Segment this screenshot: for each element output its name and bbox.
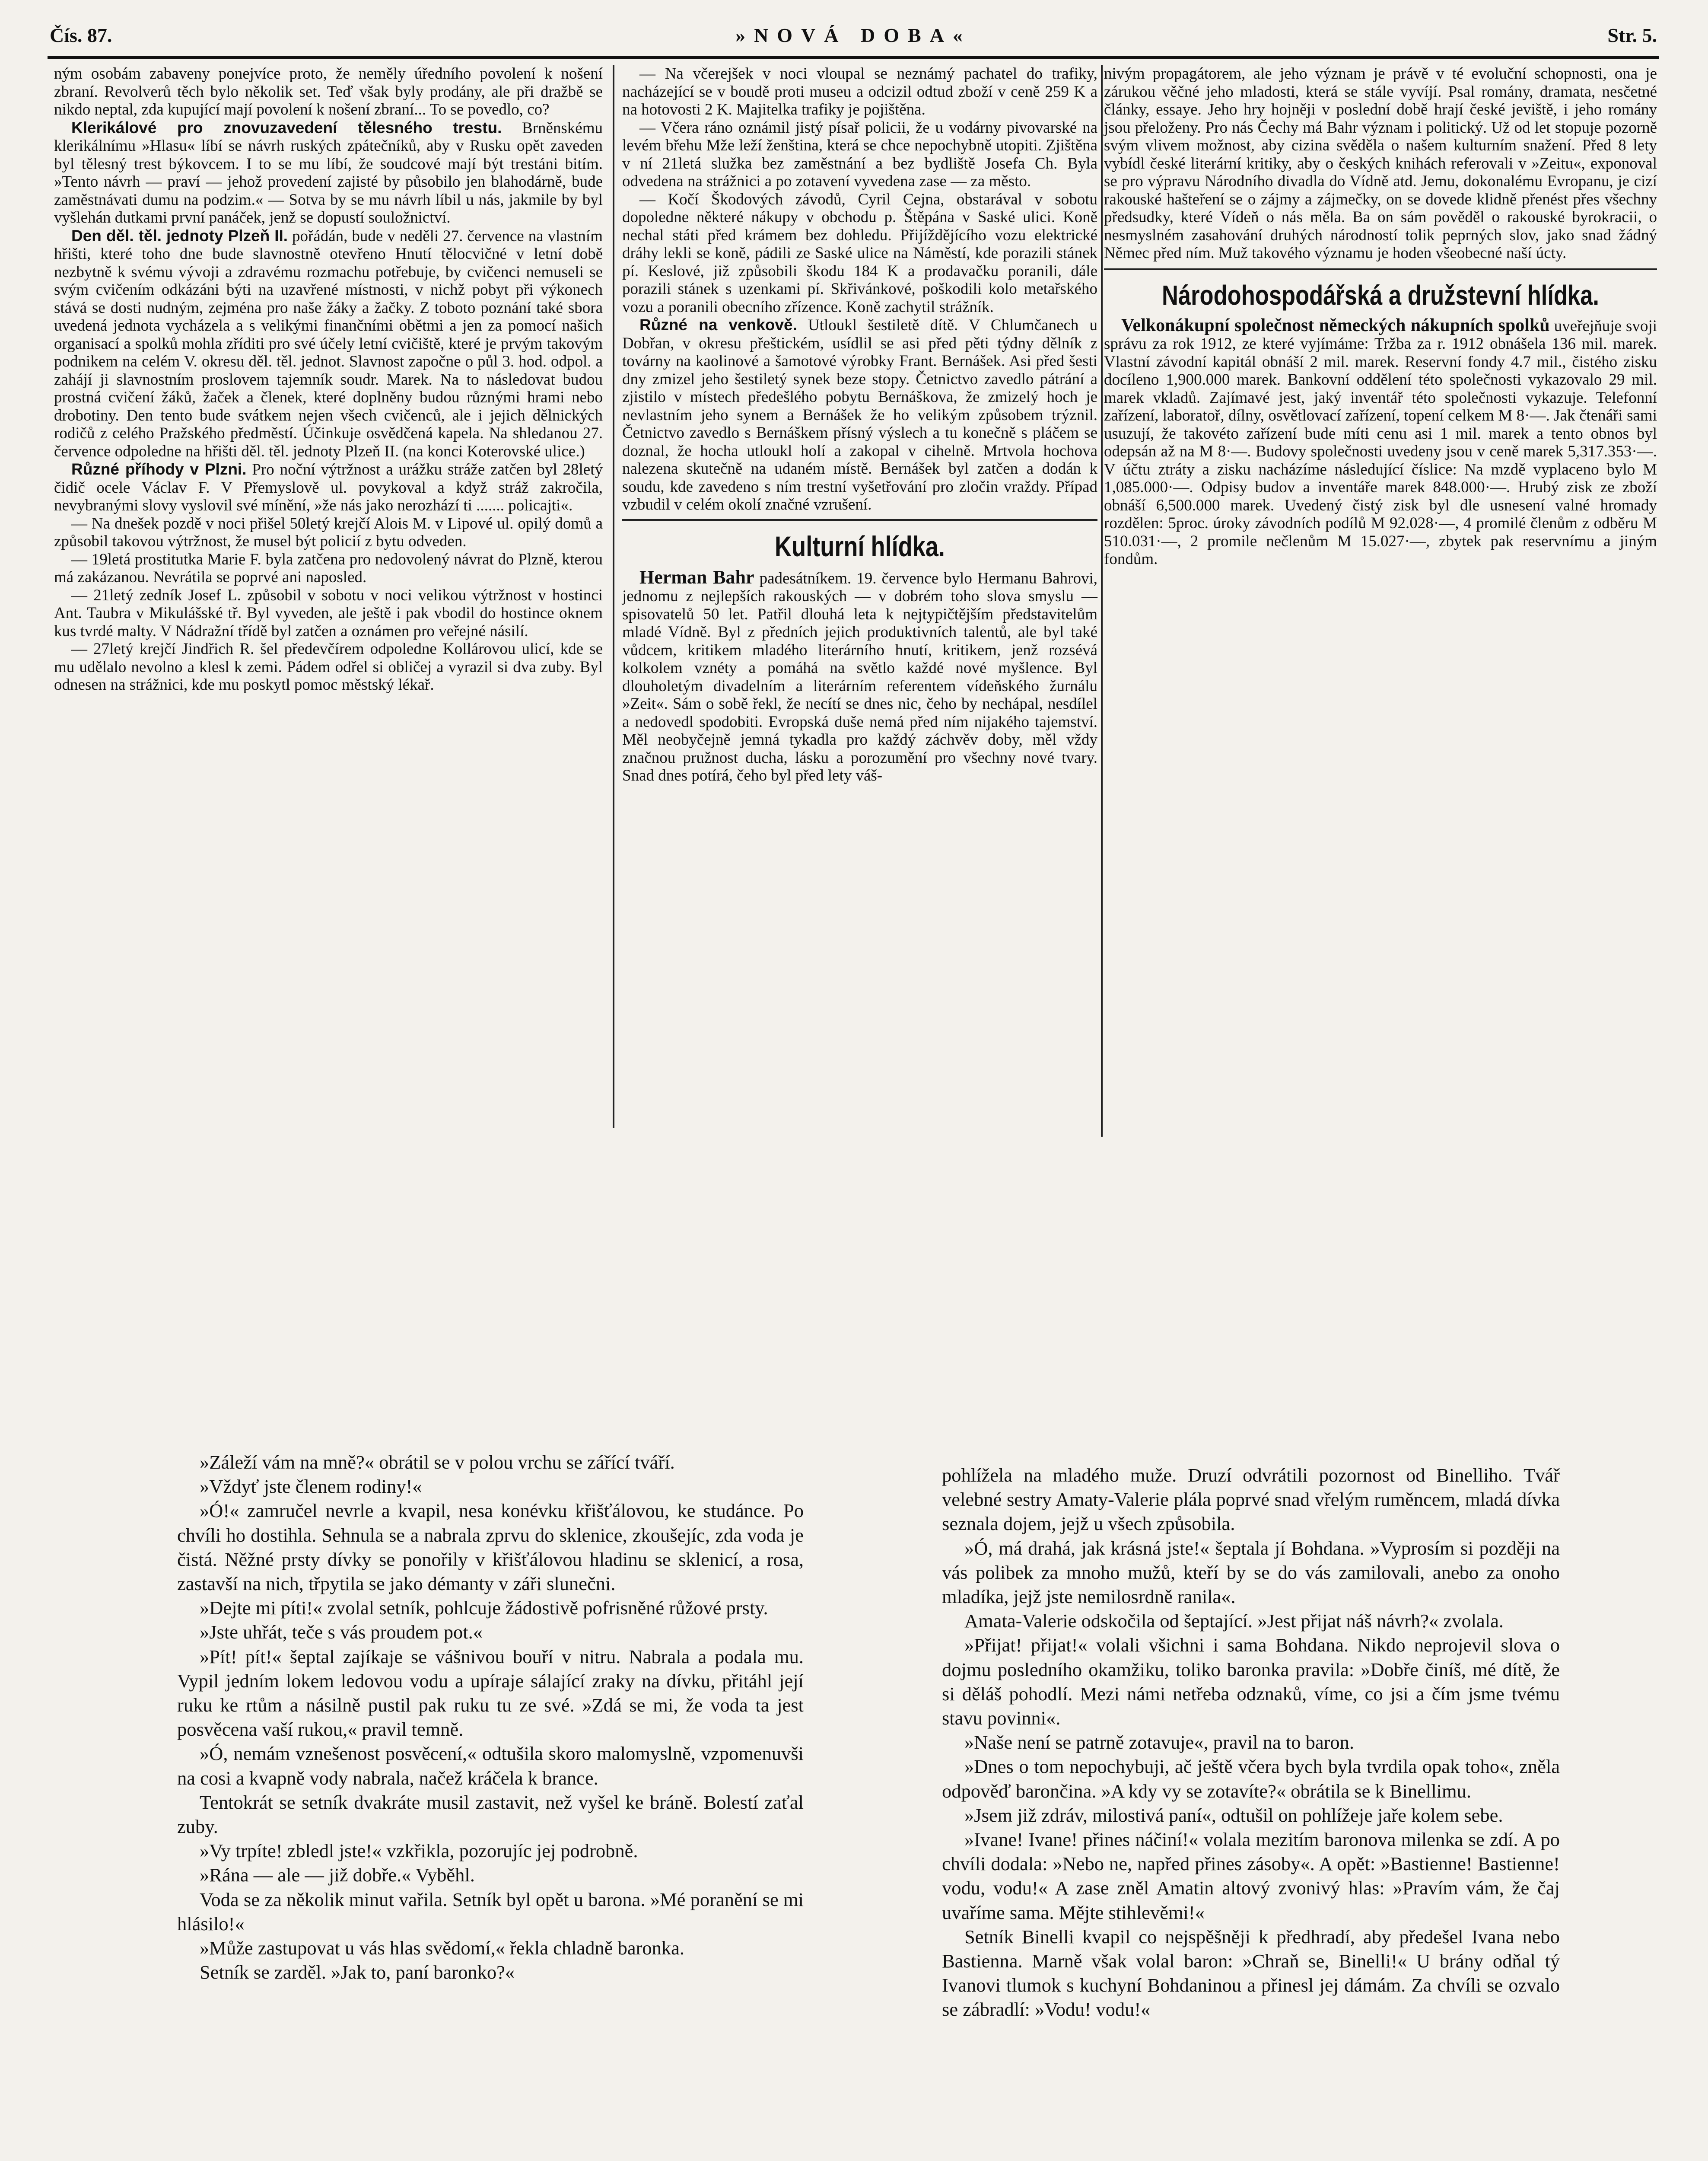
story-paragraph: »Naše není se patrně zotavuje«, pravil na to baron. — [964, 1731, 1355, 1753]
story-paragraph: »Vždyť jste členem rodiny!« — [200, 1476, 422, 1498]
article-heading: Den děl. těl. jednoty Plzeň II. — [71, 226, 288, 245]
news-column-1 — [54, 65, 603, 694]
section-divider — [1104, 268, 1657, 270]
serial-story-left — [177, 1450, 804, 1984]
story-paragraph: »Pít! pít!« šeptal zajíkaje se vášnivou bouří v nitru. Nabrala a podala mu. Vypil jedním lokem ledovou vodu a upíraje sálající zraky na dívku, přitáhl její ruku ke rtům a násilně pustil pak ruku tu ze své. »Zdá se mi, že voda ta jest posvěcena vaší rukou,« pravil temně. — [177, 1645, 804, 1740]
article-text: Pro noční výtržnost a urážku stráže zatčen byl 28letý čidič ocele Václav F. V Přemyslově ul. povykoval a když stráž zakročila, nevybranými slovy vyslovil své mínění, »že nás jako nerozhází ti ....... policajti«. — [54, 461, 603, 514]
article-paragraph: — Na včerejšek v noci vloupal se neznámý pachatel do trafiky, nacházející se v boudě proti museu a odcizil odtud zboží v ceně 259 K a na hotovosti 2 K. Majitelka trafiky je pojištěna. — [622, 65, 1097, 118]
article-paragraph: — Na dnešek pozdě v noci přišel 50letý krejčí Alois M. v Lipové ul. opilý domů a způsobil takovou výtržnost, že musel být policií z bytu odveden. — [54, 514, 603, 550]
story-paragraph: »Jste uhřát, teče s vás proudem pot.« — [200, 1621, 483, 1643]
article-heading: Klerikálové pro znovuzavedení tělesného trestu. — [71, 118, 502, 137]
news-column-2 — [622, 65, 1097, 785]
article-paragraph: — 19letá prostitutka Marie F. byla zatčena pro nedovolený návrat do Plzně, kterou má zakázanou. Nevrátila se poprvé ani naposled. — [54, 550, 603, 586]
story-paragraph: »Ó, nemám vznešenost posvěcení,« odtušila skoro malomyslně, vzpomenuvši na cosi a kvapně vody nabrala, načež kráčela k brance. — [177, 1743, 804, 1789]
article-paragraph — [54, 227, 603, 461]
story-paragraph: »Jsem již zdráv, milostivá paní«, odtušil on pohlížeje jaře kolem sebe. — [964, 1804, 1503, 1826]
section-headline-kulturni: Kulturní hlídka. — [775, 530, 945, 562]
article-paragraph: — 21letý zedník Josef L. způsobil v sobotu v noci velikou výtržnost v hostinci Ant. Taubra v Mikulášské tř. Byl vyveden, ale ještě i pak vbodil do hostince oknem kus tvrdé malty. V Nádražní třídě byl zatčen a oznámen pro veřejné násilí. — [54, 586, 603, 640]
story-paragraph: »Záleží vám na mně?« obrátil se v polou vrchu se zářící tváří. — [200, 1451, 675, 1473]
article-paragraph — [54, 460, 603, 515]
article-heading: Různé příhody v Plzni. — [71, 460, 247, 478]
header-rule — [48, 56, 1659, 59]
article-heading: Herman Bahr — [639, 566, 754, 588]
page-header — [50, 24, 1657, 54]
article-paragraph — [622, 316, 1097, 514]
story-paragraph: »Rána — ale — již dobře.« Vyběhl. — [200, 1864, 475, 1886]
story-paragraph: »Přijat! přijat!« volali všichni i sama Bohdana. Nikdo neprojevil slova o dojmu posledního okamžiku, toliko baronka pravila: »Dobře činíš, mé dítě, že si děláš pohodlí. Mezi námi netřeba odznaků, víme, co jsi a čím jsme tvému stavu povinni«. — [942, 1634, 1560, 1729]
story-paragraph: »Ivane! Ivane! přines náčiní!« volala mezitím baronova milenka se zdí. A po chvíli dodala: »Nebo ne, napřed přines zásoby«. A opět: »Bastienne! Bastienne! vodu, vodu!« A zase zněl Amatin altový zvonivý hlas: »Pravím vám, že čaj uvaříme sama. Mějte stihlevěmi!« — [942, 1829, 1560, 1923]
section-divider — [622, 519, 1097, 521]
article-paragraph: — Včera ráno oznámil jistý písař policii, že u vodárny pivovarské na levém břehu Mže leží ženština, která se chce nepochybně utopiti. Zjištěna v ní 21letá služka bez zaměstnání a bez bydliště Josefa Ch. Byla odvedena na strážnici a po zotavení vyvedena zase — za město. — [622, 118, 1097, 190]
story-paragraph: Setník se zarděl. »Jak to, paní baronko?« — [200, 1961, 515, 1983]
newspaper-title: »NOVÁ DOBA« — [735, 24, 971, 46]
article-paragraph: — 27letý krejčí Jindřich R. šel předevčírem odpoledne Kollárovou ulicí, kde se mu udělalo nevolno a klesl k zemi. Pádem odřel si obličej a vyrazil si dva zuby. Byl odnesen na strážnici, kde mu poskytl pomoc městský lékař. — [54, 640, 603, 694]
issue-number: Čís. 87. — [50, 24, 112, 46]
article-paragraph — [54, 119, 603, 227]
article-heading: Různé na venkově. — [639, 316, 797, 334]
story-paragraph: »Dnes o tom nepochybuji, ač ještě včera bych byla tvrdila opak toho«, zněla odpověď barončina. »A kdy vy se zotavíte?« obrátila se k Binellimu. — [942, 1756, 1560, 1802]
article-text: Brněnskému klerikálnímu »Hlasu« líbí se návrh ruských zpátečníků, aby v Rusku opět zaveden byl tělesný trest býkovcem. I to se mu líbí, že soudcové mají být trestáni bitím. »Tento návrh — praví — jehož provedení zajisté by působilo jen blahodárně, bude zaměstnávati dumu na podzim.« — Sotva by se mu návrh líbil u nás, jakmile by byl vyšlehán dutkami první panáček, jenž se dopustí souložnictví. — [54, 119, 603, 226]
story-paragraph: Tentokrát se setník dvakráte musil zastavit, než vyšel ke bráně. Bolestí zaťal zuby. — [177, 1791, 804, 1838]
article-text: uveřejňuje svoji správu za rok 1912, ze které vyjímáme: Tržba za r. 1912 obnášela 136 mil. marek. Vlastní závodní kapitál obnáší 2 mil. marek. Reservní fondy 4.7 mil., čistého zisku docíleno 1,900.000 marek. Bankovní oddělení této společnosti vykazovalo 29 mil. marek vkladů. Zajímavé jest, jaký inventář této společnosti vykazuje. Telefonní zařízení, laboratoř, dílny, osvětlovací zařízení, topení celkem M 8·—. Jak čtenáři sami usuzují, že takovéto zařízení bude míti cenu asi 1 mil. marek a tento obnos byl odepsán až na M 8·—. Budovy společnosti uvedeny jsou v ceně marek 5,317.353·—. V účtu ztráty a zisku nacházíme následující číslice: Na mzdě vyplaceno bylo M 1,085.000·—. Odpisy budov a inventáře marek 848.000·—. Hrubý zisk ze zboží obnáší 6,500.000 marek. Uvedený čistý zisk byl dle usnesení valné hromady rozdělen: 5proc. úroky závodních podílů M 92.028·—, 4 promilé členům z odběru M 510.031·—, 2 promile nečlenům M 15.027·—, zbytek pak reservnímu a jiným fondům. — [1104, 317, 1657, 568]
story-paragraph: »Vy trpíte! zbledl jste!« vzkřikla, pozorujíc jej podrobně. — [200, 1840, 638, 1862]
section-headline-narodohospodarska: Národohospodářská a družstevní hlídka. — [1162, 279, 1599, 311]
article-text: pořádán, bude v neděli 27. července na vlastním hřišti, které toho dne bude slavnostně otevřeno Hnutí tělocvičné v letní době nezbytně k svému vývoji a zdravému rozmachu potřebuje, by cvičenci nemuseli se svým cvičením odkázáni býti na uzavřené místnosti, v nichž pobyt při výkonech stává se dosti nudným, zejména pro naše žáky a žačky. Z toboto poznání také sbora uvedená jednota vycházela a s velikými finančními obětmi a jen za pomocí našich organisací a spolků mohla zříditi pro své účely letní cvičiště, které je prvým takovým podnikem na celém V. okresu děl. těl. jednot. Slavnost započne o půl 3. hod. odpol. a zahájí ji slavnostním proslovem tajemník soudr. Marek. Na to následovat budou prostná cvičení žáků, žaček a členek, které doplněny budou různými hrami nebo drobotiny. Den tento bude svátkem nejen všech cvičenců, ale i jejich dělnických rodičů z celého Pražského předměstí. Účinkuje osvědčená kapela. Na shledanou 27. července odpoledne na hřišti děl. těl. jednoty Plzeň II. (na konci Koterovské ulice.) — [54, 227, 603, 460]
article-paragraph: ným osobám zabaveny ponejvíce proto, že neměly úředního povolení k nošení zbraní. Revolverů těch bylo několik set. Teď však byly prodány, ale při dražbě se nikdo neptal, zda kupující mají povolení k nošení zbraní... To se povedlo, co? — [54, 65, 603, 118]
article-paragraph: — Kočí Škodových závodů, Cyril Cejna, obstarával v sobotu dopoledne některé nákupy v obchodu p. Štěpána v Saské ulici. Koně nechal státi před krámem bez dohledu. Přijíždějícího vozu elektrické dráhy lekli se koně, pádili ze Saské ulice na Náměstí, kde porazili stánek pí. Keslové, již způsobili škodu 184 K a prodavačku poranili, dále porazili stánek s uzenkami pí. Skřivánkové, poškodili kolo metařského vozu a poranili obecního zřízence. Koně zachytil strážník. — [622, 190, 1097, 316]
story-paragraph: »Ó!« zamručel nevrle a kvapil, nesa konévku křišťálovou, ke studánce. Po chvíli ho dostihla. Sehnula se a nabrala zprvu do sklenice, zkoušejíc, zda voda je čistá. Něžné prsty dívky se ponořily v křišťálovou hladinu se sklenicí, a rosa, zastavší na nich, třpytila se jako démanty v záři slunečni. — [177, 1500, 804, 1595]
column-divider — [1101, 65, 1103, 1137]
article-heading: Velkonákupní společnost německých nákupních spolků — [1121, 315, 1550, 335]
story-paragraph: »Může zastupovat u vás hlas svědomí,« řekla chladně baronka. — [200, 1937, 685, 1959]
story-paragraph: Setník Binelli kvapil co nejspěšněji k předhradí, aby předešel Ivana nebo Bastienna. Marně však volal baron: »Chraň se, Binelli!« U brány odňal tý Ivanovi tlumok s kuchyní Bohdaninou a přinesl jej dámám. Za chvíli se ozvalo se zábradlí: »Vodu! vodu!« — [942, 1925, 1560, 2021]
article-text: padesátníkem. 19. července bylo Hermanu Bahrovi, jednomu z nejlepších rakouských — v dobrém toho slova smyslu — spisovatelů 50 let. Patřil dlouhá leta k nejtypičtějším představitelům mladé Vídně. Byl z předních jejich produktivních talentů, ale byl také vůdcem, kritikem mladého literárního hnutí, kritikem, jenž rozsévá kolkolem vznéty a pomáhá na světlo každé nové myšlence. Byl dlouholetým divadelním a literárním referentem vídeňského žurnálu »Zeit«. Sám o sobě řekl, že necítí se dnes nic, čeho by nechápal, nesdílel a nedovedl spodobiti. Evropská duše nemá před ním nijakého tajemství. Měl neobyčejně jemná tykadla pro každý záchvěv doby, měl vždy značnou pružnost ducha, lásku a porozumění pro všechny nové tvary. Snad dnes potírá, čeho byl před lety váš- — [622, 569, 1097, 784]
story-paragraph: pohlížela na mladého muže. Druzí odvrátili pozornost od Binelliho. Tvář velebné sestry Amaty-Valerie plála poprvé snad vřelým ruměncem, mladá dívka seznala dojem, jejž u všech způsobila. — [942, 1464, 1560, 1535]
serial-story-right — [942, 1463, 1560, 2022]
article-paragraph — [1104, 317, 1657, 568]
news-column-3 — [1104, 65, 1657, 568]
article-paragraph: nivým propagátorem, ale jeho význam je právě v té evoluční schopnosti, ona je zárukou věčné jeho mladosti, která se stále vyvíjí. Psal romány, dramata, nesčetné články, essaye. Jeho hry hojněji v poslední době hrají české jeviště, i jeho romány jsou přeloženy. Pro nás Čechy má Bahr význam i politický. Už od let stopuje pozorně svým vlivem možnost, aby cizina svěděla o našem kulturním snažení. Před 8 lety vybídl české literární kritiky, aby o českých knihách referovali v »Zeitu«, exponoval se pro výpravu Národního divadla do Vídně atd. Jemu, dokonalému Evropanu, je cizí rakouské hašteření se o zájmy a zájmečky, on se dovede klidně přenést přes všechny předsudky, které Vídeň o nás měla. Ba on sám pověděl o rakouské byrokracii, o nesmyslném zasahování druhých národností tolik peprných slov, jako snad žádný Němec před ním. Muž takového významu je hoden všeobecné naší úcty. — [1104, 65, 1657, 262]
page-number-header: Str. 5. — [1607, 24, 1657, 46]
story-paragraph: »Dejte mi píti!« zvolal setník, pohlcuje žádostivě pofrisněné růžové prsty. — [200, 1597, 768, 1619]
story-paragraph: »Ó, má drahá, jak krásná jste!« šeptala jí Bohdana. »Vyprosím si později na vás polibek za mnoho mužů, kteří by se do vás zamilovali, anebo za onoho mladíka, jejž jste nemilosrdně ranila«. — [942, 1537, 1560, 1608]
article-text: Utloukl šestiletě dítě. V Chlumčanech u Dobřan, v okresu přeštickém, usídlil se asi před pěti týdny dělník z továrny na kaolinové a šamotové výrobky Frant. Bernášek. Asi před šesti dny zmizel jeho šestiletý synek beze stopy. Četnictvo zavedlo pátrání a zjistilo v místech předešlého pobytu Bernáškova, že zmizelý hoch je nevlastním jeho synem a Bernášek že ho velikým způsobem trýznil. Četnictvo zavedlo s Bernáškem přísný výslech a tu konečně s pláčem se doznal, že hocha utloukl holí a zakopal v cihelně. Mrtvola hochova nalezena skutečně na udaném místě. Bernášek byl zatčen a dodán k soudu, kde zavedeno s ním trestní vyšetřování pro zločin vraždy. Případ vzbudil v celém okolí značné vzrušení. — [622, 316, 1097, 513]
story-paragraph: Voda se za několik minut vařila. Setník byl opět u barona. »Mé poranění se mi hlásilo!« — [177, 1888, 804, 1935]
column-divider — [613, 65, 614, 1128]
story-paragraph: Amata-Valerie odskočila od šeptající. »Jest přijat náš návrh?« zvolala. — [964, 1610, 1504, 1632]
article-paragraph — [622, 568, 1097, 785]
